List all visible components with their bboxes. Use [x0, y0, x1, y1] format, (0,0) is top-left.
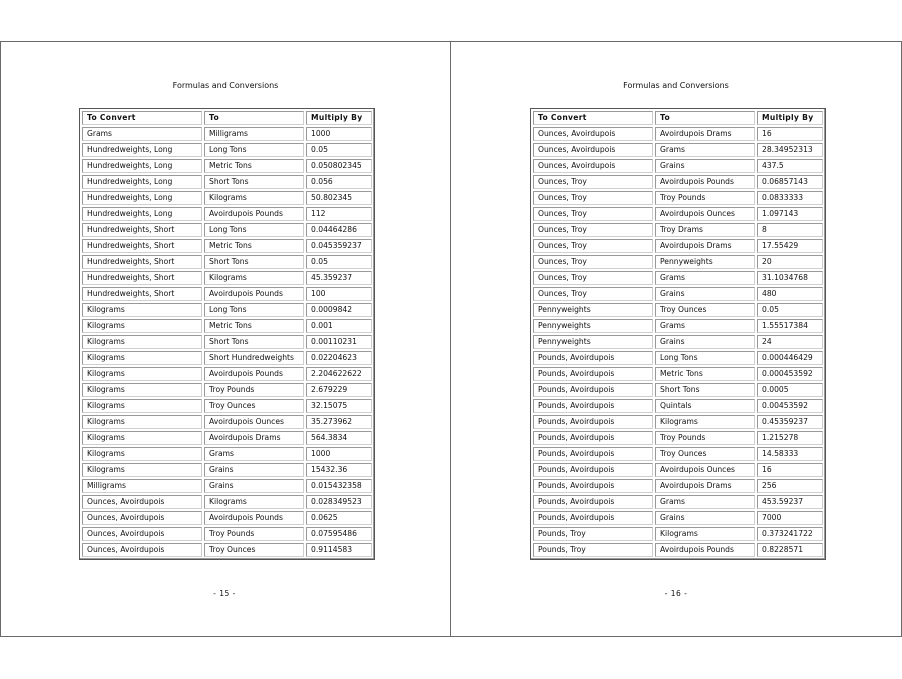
- cell-to: Avoirdupois Ounces: [204, 415, 304, 429]
- cell-to: Grams: [204, 447, 304, 461]
- cell-multiply-by: 564.3834: [306, 431, 372, 445]
- cell-to-convert: Kilograms: [82, 367, 202, 381]
- cell-to-convert: Pounds, Troy: [533, 527, 653, 541]
- cell-to-convert: Pounds, Avoirdupois: [533, 511, 653, 525]
- cell-to-convert: Kilograms: [82, 383, 202, 397]
- cell-to: Avoirdupois Pounds: [204, 367, 304, 381]
- cell-to-convert: Kilograms: [82, 335, 202, 349]
- table-row: [533, 143, 823, 157]
- cell-multiply-by: 28.34952313: [757, 143, 823, 157]
- cell-to: Short Tons: [204, 175, 304, 189]
- table-body: [82, 127, 372, 557]
- cell-to-convert: Grams: [82, 127, 202, 141]
- cell-multiply-by: 0.015432358: [306, 479, 372, 493]
- cell-to-convert: Hundredweights, Short: [82, 239, 202, 253]
- cell-to-convert: Hundredweights, Short: [82, 287, 202, 301]
- cell-to-convert: Pennyweights: [533, 303, 653, 317]
- cell-to: Long Tons: [204, 143, 304, 157]
- table-row: [82, 143, 372, 157]
- cell-to-convert: Pounds, Avoirdupois: [533, 383, 653, 397]
- cell-multiply-by: 20: [757, 255, 823, 269]
- table-row: [533, 479, 823, 493]
- cell-to-convert: Hundredweights, Long: [82, 191, 202, 205]
- cell-multiply-by: 1.55517384: [757, 319, 823, 333]
- cell-to-convert: Ounces, Troy: [533, 207, 653, 221]
- cell-multiply-by: 0.45359237: [757, 415, 823, 429]
- cell-multiply-by: 0.000446429: [757, 351, 823, 365]
- table-row: [82, 527, 372, 541]
- table-row: [533, 191, 823, 205]
- table-row: [82, 399, 372, 413]
- cell-to-convert: Ounces, Avoirdupois: [82, 527, 202, 541]
- table-row: [533, 127, 823, 141]
- cell-to-convert: Ounces, Avoirdupois: [533, 159, 653, 173]
- cell-to-convert: Pounds, Troy: [533, 543, 653, 557]
- cell-multiply-by: 0.373241722: [757, 527, 823, 541]
- cell-to: Troy Pounds: [655, 191, 755, 205]
- cell-to: Avoirdupois Drams: [655, 127, 755, 141]
- cell-to: Avoirdupois Ounces: [655, 463, 755, 477]
- cell-to-convert: Pounds, Avoirdupois: [533, 367, 653, 381]
- table-row: [533, 303, 823, 317]
- table-row: [82, 367, 372, 381]
- table-row: [533, 399, 823, 413]
- cell-to: Short Hundredweights: [204, 351, 304, 365]
- cell-to-convert: Ounces, Avoirdupois: [533, 127, 653, 141]
- table-row: [82, 447, 372, 461]
- cell-to-convert: Hundredweights, Short: [82, 223, 202, 237]
- cell-multiply-by: 17.55429: [757, 239, 823, 253]
- cell-to-convert: Hundredweights, Short: [82, 255, 202, 269]
- cell-to: Avoirdupois Ounces: [655, 207, 755, 221]
- cell-to-convert: Ounces, Troy: [533, 223, 653, 237]
- table-row: [82, 351, 372, 365]
- cell-multiply-by: 0.07595486: [306, 527, 372, 541]
- table-row: [82, 463, 372, 477]
- cell-to: Troy Ounces: [204, 399, 304, 413]
- document-spread: [0, 41, 902, 637]
- cell-to: Troy Pounds: [655, 431, 755, 445]
- cell-to: Long Tons: [204, 223, 304, 237]
- cell-to-convert: Ounces, Troy: [533, 271, 653, 285]
- table-row: [82, 431, 372, 445]
- table-row: [82, 415, 372, 429]
- cell-to-convert: Kilograms: [82, 463, 202, 477]
- cell-multiply-by: 0.9114583: [306, 543, 372, 557]
- cell-to-convert: Pennyweights: [533, 319, 653, 333]
- cell-to: Troy Ounces: [655, 447, 755, 461]
- page-15: [0, 42, 451, 636]
- table-row: [533, 159, 823, 173]
- table-row: [533, 543, 823, 557]
- cell-to: Kilograms: [204, 495, 304, 509]
- cell-multiply-by: 480: [757, 287, 823, 301]
- cell-to-convert: Pounds, Avoirdupois: [533, 399, 653, 413]
- cell-to-convert: Pounds, Avoirdupois: [533, 415, 653, 429]
- cell-to-convert: Kilograms: [82, 351, 202, 365]
- cell-multiply-by: 0.056: [306, 175, 372, 189]
- cell-to: Long Tons: [204, 303, 304, 317]
- table-row: [82, 303, 372, 317]
- cell-to-convert: Pounds, Avoirdupois: [533, 447, 653, 461]
- cell-to-convert: Hundredweights, Long: [82, 207, 202, 221]
- cell-to-convert: Ounces, Troy: [533, 239, 653, 253]
- cell-to: Troy Pounds: [204, 527, 304, 541]
- cell-multiply-by: 0.0833333: [757, 191, 823, 205]
- table-row: [533, 335, 823, 349]
- page-title: Formulas and Conversions: [623, 81, 729, 90]
- cell-to: Short Tons: [655, 383, 755, 397]
- table-row: [82, 223, 372, 237]
- cell-to-convert: Kilograms: [82, 303, 202, 317]
- table-row: [533, 255, 823, 269]
- cell-multiply-by: 2.679229: [306, 383, 372, 397]
- cell-to: Metric Tons: [204, 239, 304, 253]
- cell-multiply-by: 0.0625: [306, 511, 372, 525]
- cell-to: Grains: [204, 463, 304, 477]
- cell-multiply-by: 0.05: [306, 255, 372, 269]
- cell-multiply-by: 7000: [757, 511, 823, 525]
- table-row: [533, 175, 823, 189]
- table-row: [82, 479, 372, 493]
- cell-multiply-by: 0.001: [306, 319, 372, 333]
- table-row: [82, 127, 372, 141]
- cell-to: Grains: [655, 287, 755, 301]
- cell-to: Grains: [655, 511, 755, 525]
- cell-to: Long Tons: [655, 351, 755, 365]
- table-row: [533, 223, 823, 237]
- cell-multiply-by: 8: [757, 223, 823, 237]
- table-row: [533, 383, 823, 397]
- table-row: [533, 207, 823, 221]
- table-row: [533, 319, 823, 333]
- cell-to-convert: Pounds, Avoirdupois: [533, 431, 653, 445]
- page-title: Formulas and Conversions: [172, 81, 279, 90]
- cell-multiply-by: 0.0005: [757, 383, 823, 397]
- cell-to-convert: Kilograms: [82, 415, 202, 429]
- cell-to: Metric Tons: [204, 319, 304, 333]
- table-row: [82, 207, 372, 221]
- cell-to-convert: Hundredweights, Long: [82, 175, 202, 189]
- table-row: [82, 175, 372, 189]
- cell-to: Grams: [655, 271, 755, 285]
- table-row: [82, 271, 372, 285]
- table-row: [533, 351, 823, 365]
- cell-to: Short Tons: [204, 335, 304, 349]
- cell-multiply-by: 1.097143: [757, 207, 823, 221]
- cell-multiply-by: 0.05: [757, 303, 823, 317]
- cell-multiply-by: 0.8228571: [757, 543, 823, 557]
- cell-to: Grams: [655, 319, 755, 333]
- cell-multiply-by: 1.215278: [757, 431, 823, 445]
- cell-to-convert: Milligrams: [82, 479, 202, 493]
- cell-to: Metric Tons: [204, 159, 304, 173]
- cell-to-convert: Hundredweights, Long: [82, 143, 202, 157]
- table-row: [533, 415, 823, 429]
- cell-to: Troy Drams: [655, 223, 755, 237]
- cell-to-convert: Ounces, Avoirdupois: [533, 143, 653, 157]
- column-header-to: To: [655, 111, 755, 125]
- cell-to: Grains: [204, 479, 304, 493]
- column-header-multiply-by: Multiply By: [306, 111, 372, 125]
- table-header-row: [533, 111, 823, 125]
- table-row: [82, 383, 372, 397]
- cell-multiply-by: 15432.36: [306, 463, 372, 477]
- cell-multiply-by: 0.050802345: [306, 159, 372, 173]
- cell-to-convert: Ounces, Avoirdupois: [82, 495, 202, 509]
- cell-to: Kilograms: [655, 527, 755, 541]
- cell-to: Quintals: [655, 399, 755, 413]
- cell-to-convert: Pennyweights: [533, 335, 653, 349]
- cell-multiply-by: 32.15075: [306, 399, 372, 413]
- cell-multiply-by: 2.204622622: [306, 367, 372, 381]
- cell-to: Avoirdupois Drams: [655, 239, 755, 253]
- cell-to-convert: Pounds, Avoirdupois: [533, 351, 653, 365]
- cell-multiply-by: 0.000453592: [757, 367, 823, 381]
- cell-to: Pennyweights: [655, 255, 755, 269]
- cell-to: Avoirdupois Drams: [655, 479, 755, 493]
- cell-to: Kilograms: [655, 415, 755, 429]
- cell-to-convert: Kilograms: [82, 447, 202, 461]
- cell-multiply-by: 453.59237: [757, 495, 823, 509]
- table-row: [533, 447, 823, 461]
- cell-multiply-by: 0.045359237: [306, 239, 372, 253]
- table-row: [533, 463, 823, 477]
- cell-multiply-by: 0.05: [306, 143, 372, 157]
- cell-to: Metric Tons: [655, 367, 755, 381]
- cell-multiply-by: 31.1034768: [757, 271, 823, 285]
- table-row: [533, 431, 823, 445]
- table-row: [82, 319, 372, 333]
- cell-to: Avoirdupois Pounds: [204, 287, 304, 301]
- cell-to: Grains: [655, 159, 755, 173]
- cell-multiply-by: 16: [757, 127, 823, 141]
- cell-multiply-by: 0.00110231: [306, 335, 372, 349]
- cell-to: Grams: [655, 495, 755, 509]
- column-header-to-convert: To Convert: [82, 111, 202, 125]
- table-row: [82, 159, 372, 173]
- cell-to: Troy Ounces: [204, 543, 304, 557]
- cell-to-convert: Hundredweights, Short: [82, 271, 202, 285]
- cell-to-convert: Pounds, Avoirdupois: [533, 479, 653, 493]
- page-number: - 15 -: [213, 589, 236, 598]
- cell-multiply-by: 45.359237: [306, 271, 372, 285]
- cell-multiply-by: 0.0009842: [306, 303, 372, 317]
- table-row: [82, 239, 372, 253]
- column-header-to-convert: To Convert: [533, 111, 653, 125]
- cell-multiply-by: 112: [306, 207, 372, 221]
- cell-to-convert: Ounces, Troy: [533, 175, 653, 189]
- table-row: [82, 543, 372, 557]
- cell-multiply-by: 0.06857143: [757, 175, 823, 189]
- cell-to: Avoirdupois Drams: [204, 431, 304, 445]
- cell-to: Grains: [655, 335, 755, 349]
- cell-to-convert: Pounds, Avoirdupois: [533, 463, 653, 477]
- cell-multiply-by: 0.02204623: [306, 351, 372, 365]
- cell-to: Troy Ounces: [655, 303, 755, 317]
- cell-to-convert: Hundredweights, Long: [82, 159, 202, 173]
- cell-to-convert: Kilograms: [82, 319, 202, 333]
- cell-to: Milligrams: [204, 127, 304, 141]
- conversion-table: [79, 108, 375, 560]
- cell-to: Kilograms: [204, 191, 304, 205]
- cell-multiply-by: 100: [306, 287, 372, 301]
- cell-to: Avoirdupois Pounds: [204, 207, 304, 221]
- cell-multiply-by: 1000: [306, 447, 372, 461]
- cell-to-convert: Ounces, Troy: [533, 255, 653, 269]
- table-header-row: [82, 111, 372, 125]
- cell-multiply-by: 14.58333: [757, 447, 823, 461]
- table-row: [533, 495, 823, 509]
- table-row: [533, 271, 823, 285]
- table-row: [82, 511, 372, 525]
- cell-multiply-by: 1000: [306, 127, 372, 141]
- cell-multiply-by: 35.273962: [306, 415, 372, 429]
- cell-multiply-by: 437.5: [757, 159, 823, 173]
- cell-to: Avoirdupois Pounds: [655, 543, 755, 557]
- cell-to: Troy Pounds: [204, 383, 304, 397]
- cell-to: Avoirdupois Pounds: [655, 175, 755, 189]
- cell-to-convert: Ounces, Troy: [533, 287, 653, 301]
- table-row: [533, 239, 823, 253]
- cell-to: Avoirdupois Pounds: [204, 511, 304, 525]
- page-16: [451, 42, 902, 636]
- cell-to-convert: Pounds, Avoirdupois: [533, 495, 653, 509]
- cell-to-convert: Ounces, Avoirdupois: [82, 543, 202, 557]
- cell-multiply-by: 0.028349523: [306, 495, 372, 509]
- table-row: [533, 367, 823, 381]
- page-number: - 16 -: [664, 589, 688, 598]
- table-row: [82, 287, 372, 301]
- table-row: [82, 255, 372, 269]
- cell-to: Kilograms: [204, 271, 304, 285]
- conversion-table: [530, 108, 826, 560]
- column-header-multiply-by: Multiply By: [757, 111, 823, 125]
- cell-to-convert: Kilograms: [82, 431, 202, 445]
- cell-to-convert: Kilograms: [82, 399, 202, 413]
- table-row: [82, 495, 372, 509]
- column-header-to: To: [204, 111, 304, 125]
- table-row: [82, 335, 372, 349]
- cell-multiply-by: 24: [757, 335, 823, 349]
- cell-to: Grams: [655, 143, 755, 157]
- cell-multiply-by: 0.04464286: [306, 223, 372, 237]
- cell-multiply-by: 16: [757, 463, 823, 477]
- cell-multiply-by: 0.00453592: [757, 399, 823, 413]
- cell-to-convert: Ounces, Avoirdupois: [82, 511, 202, 525]
- table-row: [533, 287, 823, 301]
- table-row: [533, 527, 823, 541]
- table-row: [533, 511, 823, 525]
- cell-to-convert: Ounces, Troy: [533, 191, 653, 205]
- cell-to: Short Tons: [204, 255, 304, 269]
- table-row: [82, 191, 372, 205]
- cell-multiply-by: 256: [757, 479, 823, 493]
- cell-multiply-by: 50.802345: [306, 191, 372, 205]
- table-body: [533, 127, 823, 557]
